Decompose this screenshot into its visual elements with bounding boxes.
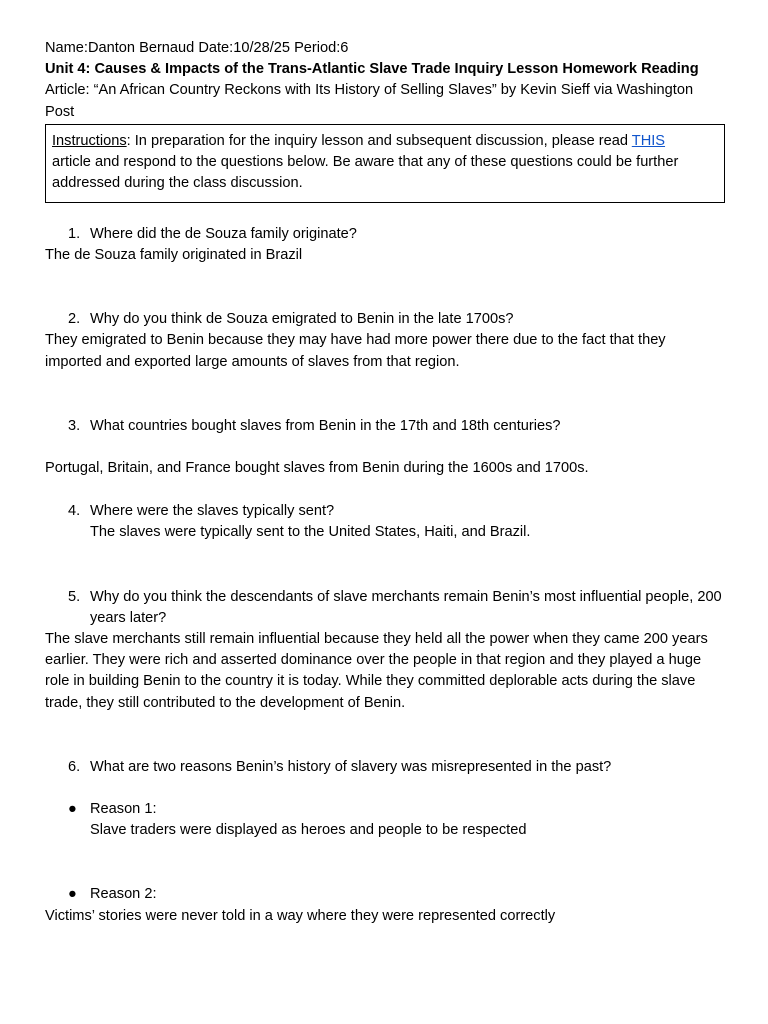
question-4 bbox=[45, 501, 725, 522]
answer-3: Portugal, Britain, and France bought slaves from Benin during the 1600s and 1700s. bbox=[45, 460, 589, 477]
bullet-icon: ● bbox=[68, 886, 77, 903]
article-line: Article: “An African Country Reckons with Its History of Selling Slaves” by Kevin Sieff via Washington bbox=[45, 82, 694, 99]
question-number: 1. bbox=[68, 225, 81, 242]
reason-2-answer: Victims’ stories were never told in a way where they were represented correctly bbox=[45, 907, 556, 924]
article-link[interactable]: THIS bbox=[631, 132, 666, 149]
question-number: 3. bbox=[68, 417, 81, 434]
reason-label: Reason 2: bbox=[90, 886, 157, 903]
question-text: Why do you think de Souza emigrated to Benin in the late 1700s? bbox=[90, 311, 514, 328]
name-date-period-line: Name:Danton Bernaud Date:10/28/25 Period:6 bbox=[45, 40, 349, 56]
unit-title: Unit 4: Causes & Impacts of the Trans-Atlantic Slave Trade Inquiry Lesson Homework Reading bbox=[45, 61, 699, 78]
question-number: 5. bbox=[68, 588, 81, 605]
question-6 bbox=[45, 757, 725, 778]
question-2 bbox=[45, 309, 725, 330]
instructions-label: Instructions bbox=[52, 132, 127, 149]
reason-1 bbox=[45, 799, 725, 820]
question-text: What countries bought slaves from Benin in the 17th and 18th centuries? bbox=[90, 417, 561, 434]
answer-2: They emigrated to Benin because they may have had more power there due to the fact that they imported and exported large amounts of slaves from that region. bbox=[45, 332, 666, 370]
question-1 bbox=[45, 224, 725, 245]
question-text: Why do you think the descendants of slave merchants remain Benin’s most influential people, 200 years later? bbox=[90, 588, 722, 626]
question-number: 4. bbox=[68, 503, 81, 520]
reason-1-answer: Slave traders were displayed as heroes and people to be respected bbox=[90, 822, 527, 839]
article-line-continued: Post bbox=[45, 103, 75, 120]
question-text: What are two reasons Benin’s history of slavery was misrepresented in the past? bbox=[90, 758, 612, 775]
instructions-text-continued: article and respond to the questions below. Be aware that any of these questions could be further addressed during the class discussion. bbox=[52, 153, 679, 191]
question-number: 2. bbox=[68, 311, 81, 328]
answer-4: The slaves were typically sent to the United States, Haiti, and Brazil. bbox=[90, 524, 531, 541]
question-text: Where were the slaves typically sent? bbox=[90, 503, 335, 520]
question-number: 6. bbox=[68, 758, 81, 775]
question-5 bbox=[45, 587, 725, 629]
bullet-icon: ● bbox=[68, 801, 77, 818]
answer-5: The slave merchants still remain influential because they held all the power when they came 200 years earlier. They were rich and asserted dominance over the people in that region and they played a huge role in building Benin to the country it is today. While they committed deplorable acts during the slave trade, they still contributed to the development of Benin. bbox=[45, 631, 708, 711]
question-3 bbox=[45, 416, 725, 437]
document-page bbox=[45, 38, 725, 927]
question-text: Where did the de Souza family originate? bbox=[90, 225, 357, 242]
instructions-box bbox=[45, 124, 725, 203]
reason-2 bbox=[45, 884, 725, 905]
instructions-text: : In preparation for the inquiry lesson and subsequent discussion, please read bbox=[126, 132, 632, 149]
answer-1: The de Souza family originated in Brazil bbox=[45, 247, 303, 264]
reason-label: Reason 1: bbox=[90, 801, 157, 818]
